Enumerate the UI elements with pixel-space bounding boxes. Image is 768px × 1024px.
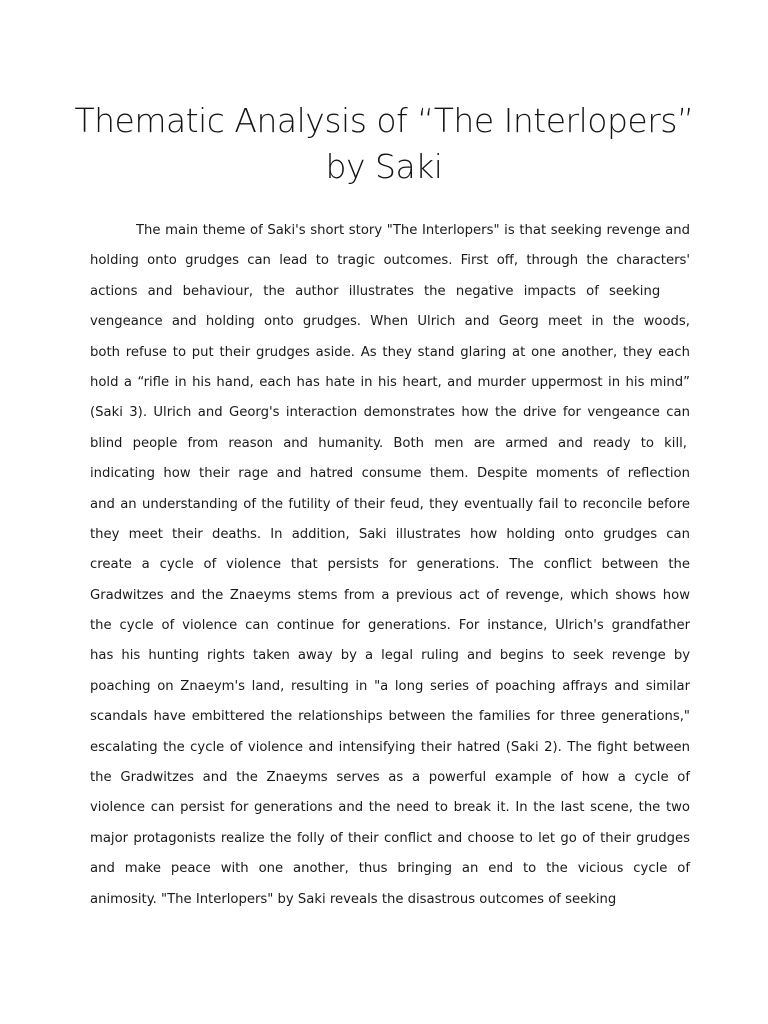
paragraph-line: scandals have embittered the relationships between the families for three generations," xyxy=(90,709,690,725)
document-title-line-1: Thematic Analysis of “The Interlopers” xyxy=(74,101,694,140)
paragraph-line: actions and behaviour, the author illustrates the negative impacts of seeking xyxy=(90,283,661,299)
paragraph-line: create a cycle of violence that persists for generations. The conflict between the xyxy=(90,557,690,573)
paragraph-line: violence can persist for generations and the need to break it. In the last scene, the two xyxy=(90,800,690,816)
paragraph-line: has his hunting rights taken away by a legal ruling and begins to seek revenge by xyxy=(90,648,690,664)
paragraph-line: and make peace with one another, thus bringing an end to the vicious cycle of xyxy=(90,861,690,877)
paragraph-line: hold a “rifle in his hand, each has hate in his heart, and murder uppermost in his mind” xyxy=(90,374,690,390)
paragraph-line: and an understanding of the futility of their feud, they eventually fail to reconcile before xyxy=(90,496,690,512)
paragraph-line: indicating how their rage and hatred consume them. Despite moments of reflection xyxy=(90,466,690,482)
paragraph-line: they meet their deaths. In addition, Saki illustrates how holding onto grudges can xyxy=(90,526,690,542)
paragraph-line: both refuse to put their grudges aside. As they stand glaring at one another, they each xyxy=(90,344,690,360)
paragraph-line: animosity. "The Interlopers" by Saki reveals the disastrous outcomes of seeking xyxy=(90,891,617,907)
paragraph-line: the Gradwitzes and the Znaeyms serves as a powerful example of how a cycle of xyxy=(90,770,690,786)
paragraph-line: vengeance and holding onto grudges. When Ulrich and Georg meet in the woods, xyxy=(90,314,690,330)
document-title-line-2: by Saki xyxy=(325,147,443,186)
paragraph-line: The main theme of Saki's short story "The Interlopers" is that seeking revenge and xyxy=(136,223,690,238)
paragraph-line: the cycle of violence can continue for generations. For instance, Ulrich's grandfather xyxy=(90,618,690,634)
paragraph-line: Gradwitzes and the Znaeyms stems from a previous act of revenge, which shows how xyxy=(90,587,690,603)
paragraph-line: escalating the cycle of violence and intensifying their hatred (Saki 2). The fight between xyxy=(90,739,690,755)
paragraph-line: poaching on Znaeym's land, resulting in "a long series of poaching affrays and similar xyxy=(90,678,690,694)
body-paragraph xyxy=(90,216,690,915)
paragraph-line: major protagonists realize the folly of their conflict and choose to let go of their grudges xyxy=(90,830,690,846)
paragraph-line: blind people from reason and humanity. Both men are armed and ready to kill, xyxy=(90,435,687,451)
paragraph-line: holding onto grudges can lead to tragic outcomes. First off, through the characters' xyxy=(90,253,690,269)
paragraph-line: (Saki 3). Ulrich and Georg's interaction demonstrates how the drive for vengeance can xyxy=(90,405,690,421)
